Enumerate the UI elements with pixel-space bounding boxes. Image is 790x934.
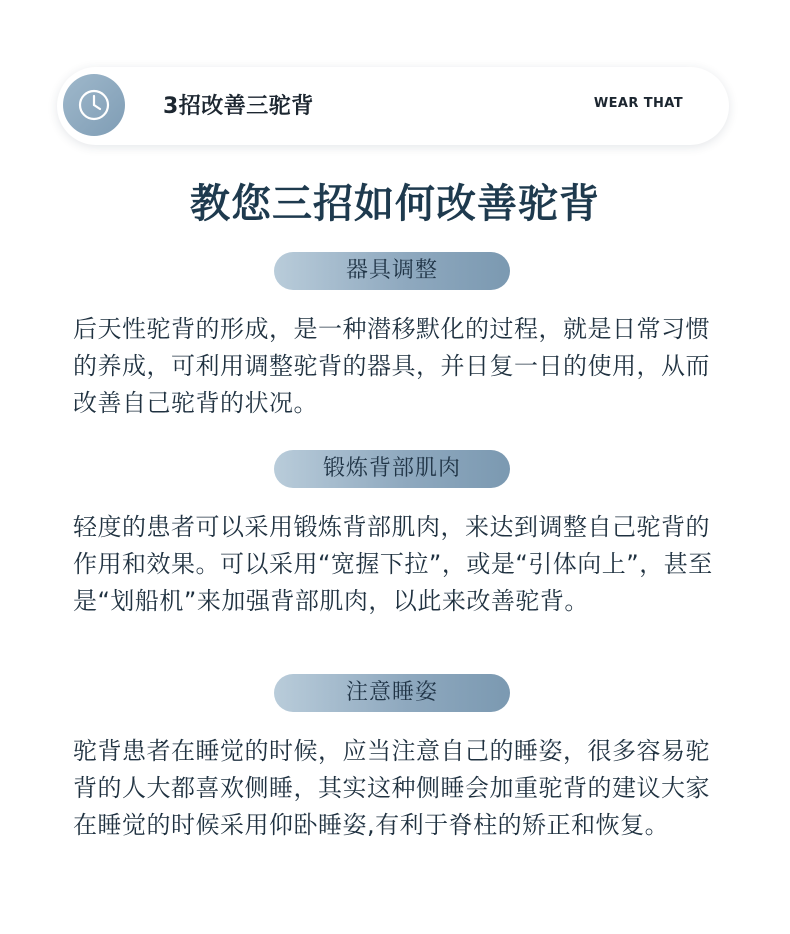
brand-text: WEAR THAT	[593, 96, 683, 111]
clock-badge	[63, 74, 125, 136]
clock-icon	[77, 88, 111, 122]
section-body-equipment: 后天性驼背的形成，是一种潜移默化的过程，就是日常习惯的养成，可利用调整驼背的器具，并日复一日的使用，从而改善自己驼背的状况。	[73, 315, 710, 417]
section-heading-exercise: 锻炼背部肌肉	[274, 450, 510, 488]
section-heading-equipment: 器具调整	[274, 252, 510, 290]
section-body-sleep: 驼背患者在睡觉的时候，应当注意自己的睡姿，很多容易驼背的人大都喜欢侧睡，其实这种侧睡会加重驼背的建议大家在睡觉的时候采用仰卧睡姿,有利于脊柱的矫正和恢复。	[73, 737, 710, 839]
section-heading-sleep: 注意睡姿	[274, 674, 510, 712]
header-card	[57, 67, 729, 145]
header-title: 3招改善三驼背	[163, 94, 314, 119]
page-title: 教您三招如何改善驼背	[190, 181, 600, 227]
section-body-exercise: 轻度的患者可以采用锻炼背部肌肉，来达到调整自己驼背的作用和效果。可以采用“宽握下拉”，或是“引体向上”，甚至是“划船机”来加强背部肌肉，以此来改善驼背。	[73, 513, 713, 615]
